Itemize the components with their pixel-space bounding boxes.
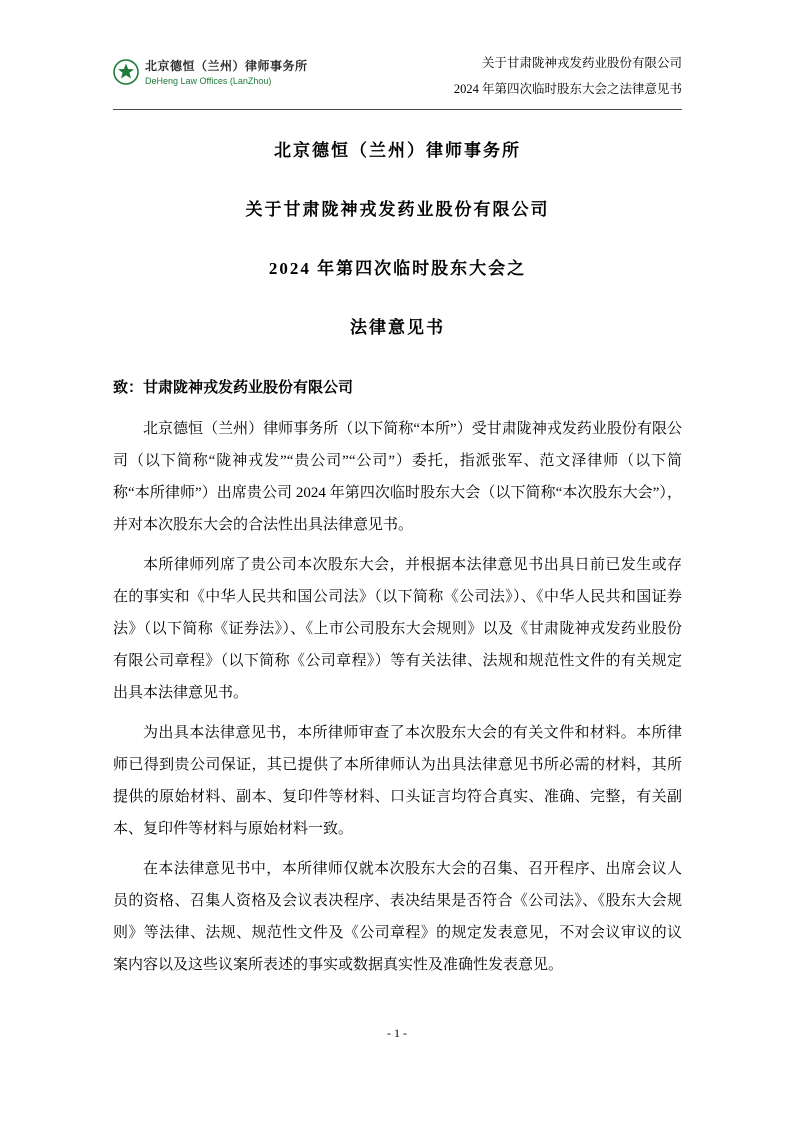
document-title [113, 136, 682, 338]
page-header [113, 50, 682, 110]
paragraph-3: 为出具本法律意见书，本所律师审查了本次股东大会的有关文件和材料。本所律师已得到贵公司保证，其已提供了本所律师认为出具法律意见书所必需的材料，其所提供的原始材料、副本、复印件等材料、口头证言均符合真实、准确、完整，有关副本、复印件等材料与原始材料一致。 [113, 725, 682, 837]
law-firm-logo [113, 57, 308, 102]
title-line-4: 法律意见书 [350, 318, 445, 337]
paragraph-4: 在本法律意见书中，本所律师仅就本次股东大会的召集、召开程序、出席会议人员的资格、召集人资格及会议表决程序、表决结果是否符合《公司法》、《股东大会规则》等法律、法规、规范性文件及《公司章程》的规定发表意见，不对会议审议的议案内容以及这些议案所表述的事实或数据真实性及准确性发表意见。 [113, 861, 682, 973]
title-line-1: 北京德恒（兰州）律师事务所 [274, 141, 521, 160]
law-firm-name-en: DeHeng Law Offices (LanZhou) [145, 76, 272, 86]
salutation: 致：甘肃陇神戎发药业股份有限公司 [113, 380, 354, 396]
law-firm-name-cn: 北京德恒（兰州）律师事务所 [145, 59, 308, 73]
title-line-3: 2024 年第四次临时股东大会之 [268, 259, 527, 278]
deheng-logo-icon [113, 59, 139, 85]
title-line-2: 关于甘肃陇神戎发药业股份有限公司 [245, 200, 550, 219]
header-doc-ref-line1: 关于甘肃陇神戎发药业股份有限公司 [481, 56, 682, 70]
header-doc-ref-line2: 2024 年第四次临时股东大会之法律意见书 [453, 82, 682, 96]
header-doc-reference [454, 50, 682, 102]
paragraph-1: 北京德恒（兰州）律师事务所（以下简称“本所”）受甘肃陇神戎发药业股份有限公司（以下简称“陇神戎发”“贵公司”“公司”）委托，指派张军、范文泽律师（以下简称“本所律师”）出席贵公司 2024 年第四次临时股东大会（以下简称“本次股东大会”），并对本次股东大会的合法性出具法律意见书。 [113, 421, 682, 533]
law-firm-name-block [145, 57, 308, 86]
page-number: - 1 - [387, 1026, 407, 1040]
document-body [113, 372, 682, 981]
paragraph-2: 本所律师列席了贵公司本次股东大会，并根据本法律意见书出具日前已发生或存在的事实和《中华人民共和国公司法》（以下简称《公司法》）、《中华人民共和国证券法》（以下简称《证券法》）、《上市公司股东大会规则》以及《甘肃陇神戎发药业股份有限公司章程》（以下简称《公司章程》）等有关法律、法规和规范性文件的有关规定出具本法律意见书。 [113, 557, 682, 701]
